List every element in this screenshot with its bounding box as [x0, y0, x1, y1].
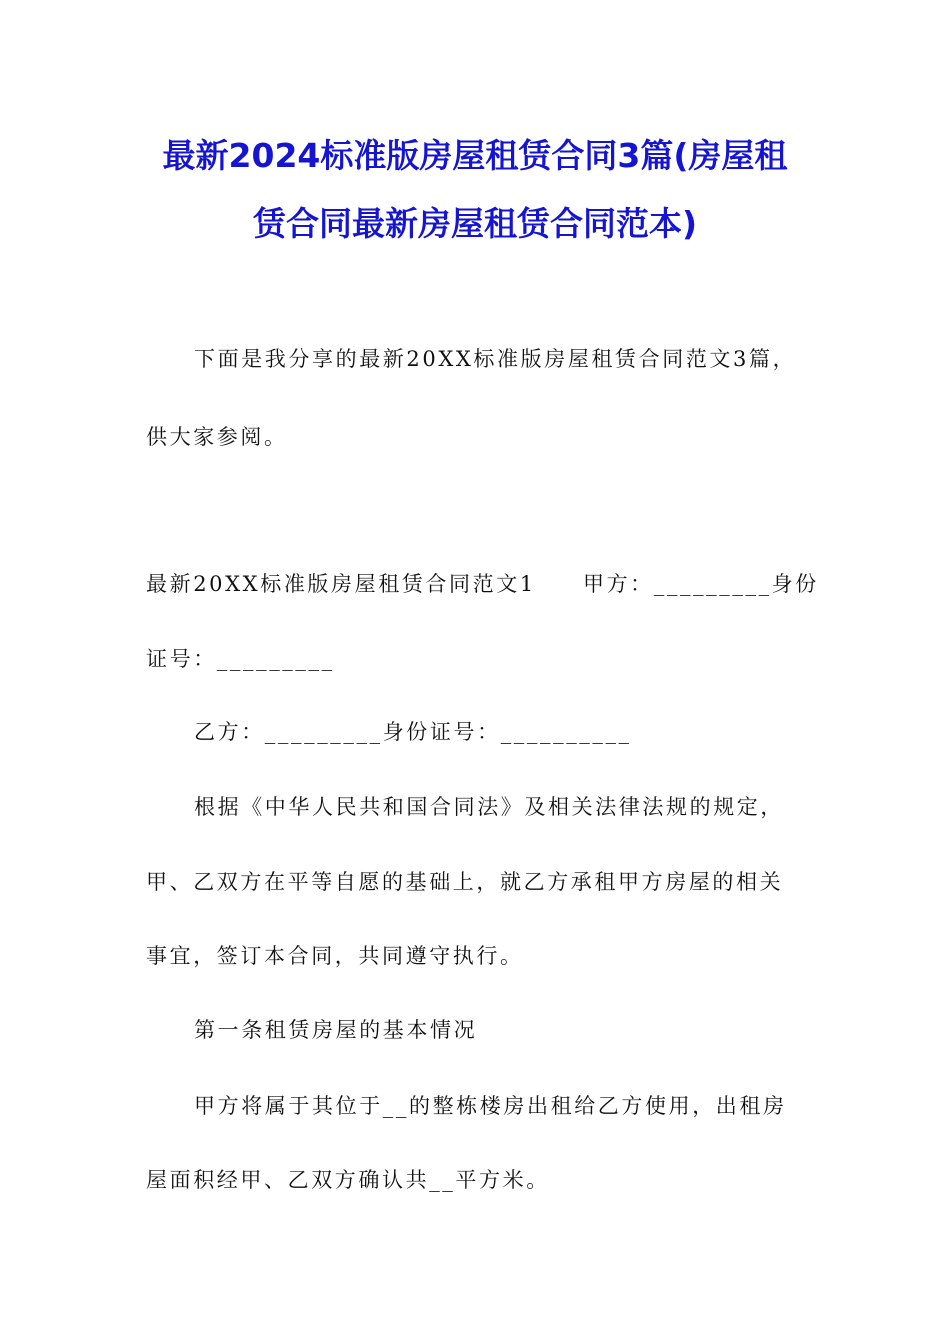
preamble-line-2: 甲、乙双方在平等自愿的基础上，就乙方承租甲方房屋的相关 [146, 870, 784, 894]
document-title [120, 122, 830, 258]
party-a-id-line: 证号：_________ [146, 647, 335, 671]
preamble-line-1: 根据《中华人民共和国合同法》及相关法律法规的规定， [194, 795, 784, 819]
title-line-2: 赁合同最新房屋租赁合同范本) [252, 204, 698, 243]
party-b-line: 乙方：_________身份证号：__________ [194, 720, 632, 744]
preamble-line-3: 事宜，签订本合同，共同遵守执行。 [146, 944, 524, 968]
title-line-1: 最新2024标准版房屋租赁合同3篇(房屋租 [162, 136, 788, 175]
article-1-heading: 第一条租赁房屋的基本情况 [194, 1018, 478, 1042]
article-1-text-line-2: 屋面积经甲、乙双方确认共__平方米。 [146, 1168, 550, 1192]
intro-line-1: 下面是我分享的最新20XX标准版房屋租赁合同范文3篇， [194, 347, 797, 371]
article-1-text-line-1: 甲方将属于其位于__的整栋楼房出租给乙方使用，出租房 [194, 1094, 787, 1118]
intro-line-2: 供大家参阅。 [146, 425, 288, 449]
contract-heading-party-a: 最新20XX标准版房屋租赁合同范文1 甲方：_________身份 [146, 572, 819, 596]
